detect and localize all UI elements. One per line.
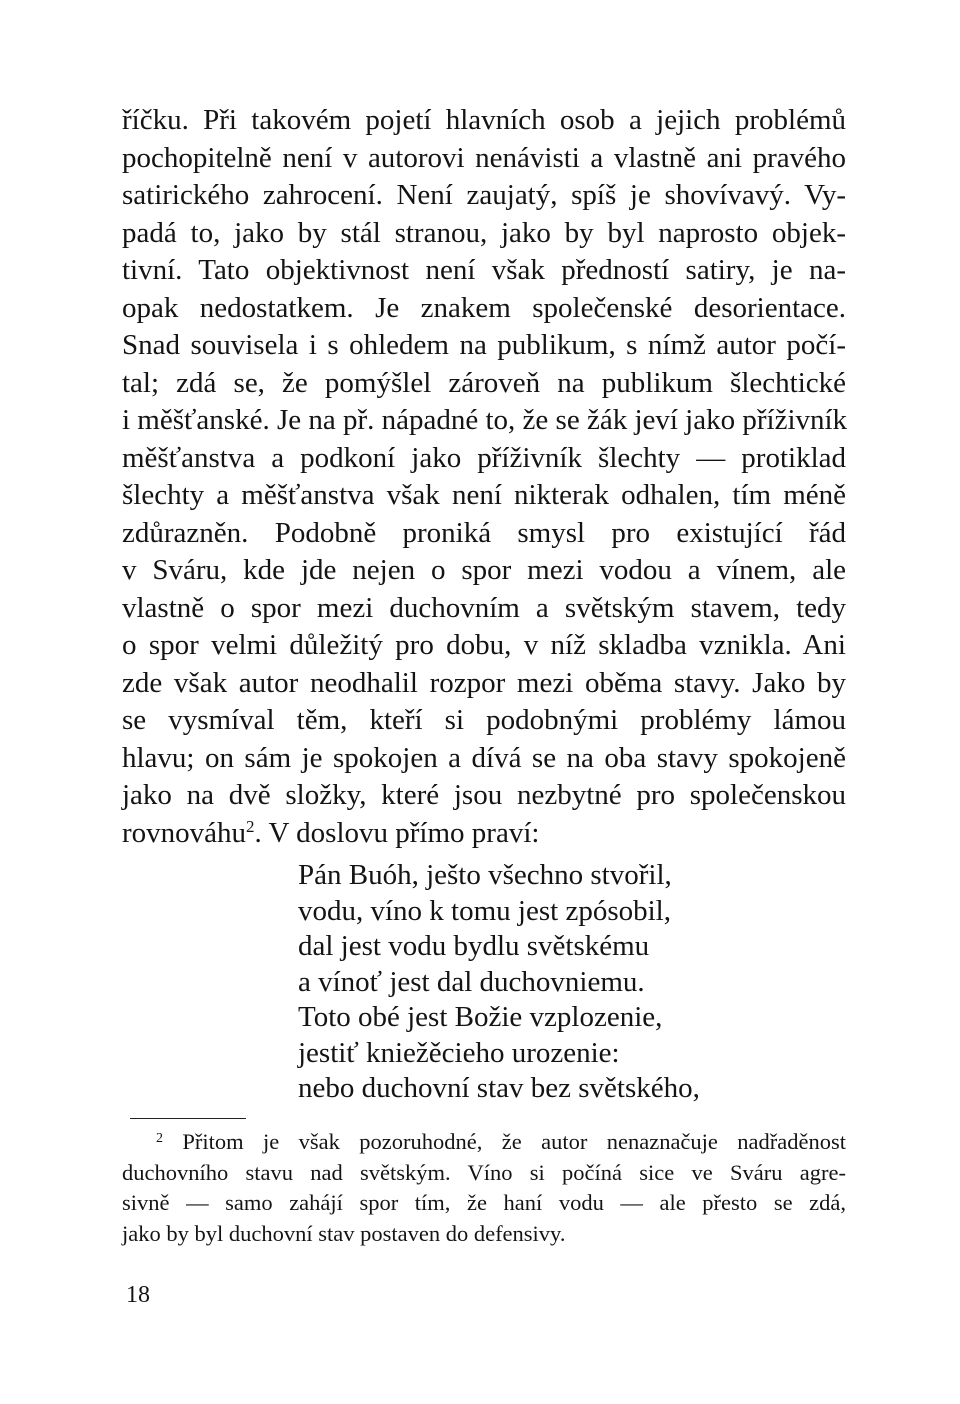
footnote-line: jako by byl duchovní stav postaven do defensivy. <box>122 1220 566 1246</box>
footnote-line: sivně — samo zahájí spor tím, že haní vodu — ale přesto se zdá, <box>122 1190 846 1215</box>
text-line: jako na dvě složky, které jsou nezbytné pro společenskou <box>122 779 846 811</box>
text-line: šlechty a měšťanstva však není nikterak odhalen, tím méně <box>122 479 846 511</box>
text-line: hlavu; on sám je spokojen a dívá se na oba stavy spokojeně <box>122 741 846 774</box>
footnote-first-text: Přitom je však pozoruhodné, že autor nenaznačuje nadřaděnost <box>182 1129 846 1154</box>
text-line: se vysmíval těm, kteří si podobnými problémy lámou <box>122 704 846 736</box>
text-line: i měšťanské. Je na př. nápadné to, že se žák jeví jako příživník <box>122 404 848 436</box>
footnote-marker: 2 <box>156 1131 163 1146</box>
text-line: zdůrazněn. Podobně proniká smysl pro existující řád <box>122 516 846 549</box>
verse-line: dal jest vodu bydlu světskému <box>298 930 650 962</box>
text-line: vlastně o spor mezi duchovním a světským stavem, tedy <box>122 591 846 624</box>
last-line-end: . V doslovu přímo praví: <box>254 816 540 849</box>
text-line: tal; zdá se, že pomýšlel zároveň na publikum šlechtické <box>122 366 846 399</box>
verse-line: nebo duchovní stav bez světského, <box>298 1072 700 1104</box>
verse-line: Pán Buóh, ješto všechno stvořil, <box>298 859 672 891</box>
text-line: padá to, jako by stál stranou, jako by byl naprosto objek- <box>122 216 846 249</box>
verse-line: jestiť kniežěcieho urozenie: <box>298 1036 620 1069</box>
text-line: měšťanstva a podkoní jako příživník šlechty — protiklad <box>122 441 846 474</box>
text-line: říčku. Při takovém pojetí hlavních osob a jejich problémů <box>122 104 846 136</box>
main-text <box>122 102 846 852</box>
text-line: opak nedostatkem. Je znakem společenské desorientace. <box>122 291 846 324</box>
footnote-line: duchovního stavu nad světským. Víno si počíná sice ve Sváru agre- <box>122 1159 846 1185</box>
verse-line: a vínoť jest dal duchovniemu. <box>298 965 645 998</box>
text-line: Snad souvisela i s ohledem na publikum, s nímž autor počí- <box>122 329 846 361</box>
last-line-start: rovnováhu <box>122 816 247 849</box>
footnote-line-first <box>122 1127 846 1158</box>
footnote-divider <box>130 1118 246 1119</box>
footnote <box>122 1127 846 1249</box>
text-line: pochopitelně není v autorovi nenávisti a vlastně ani pravého <box>122 141 846 174</box>
text-line: zde však autor neodhalil rozpor mezi oběma stavy. Jako by <box>122 666 846 699</box>
text-line: satirického zahrocení. Není zaujatý, spíš je shovívavý. Vy- <box>122 179 846 211</box>
text-line: tivní. Tato objektivnost není však předností satiry, je na- <box>122 254 846 286</box>
text-line-last <box>122 815 846 853</box>
page-number: 18 <box>126 1282 150 1308</box>
footnote-reference: 2 <box>246 816 255 836</box>
verse-line: vodu, víno k tomu jest zpósobil, <box>298 894 671 927</box>
text-line: v Sváru, kde jde nejen o spor mezi vodou a vínem, ale <box>122 554 846 586</box>
text-line: o spor velmi důležitý pro dobu, v níž skladba vznikla. Ani <box>122 629 846 661</box>
verse-quote <box>298 858 700 1107</box>
verse-line: Toto obé jest Božie vzplozenie, <box>298 1001 663 1033</box>
